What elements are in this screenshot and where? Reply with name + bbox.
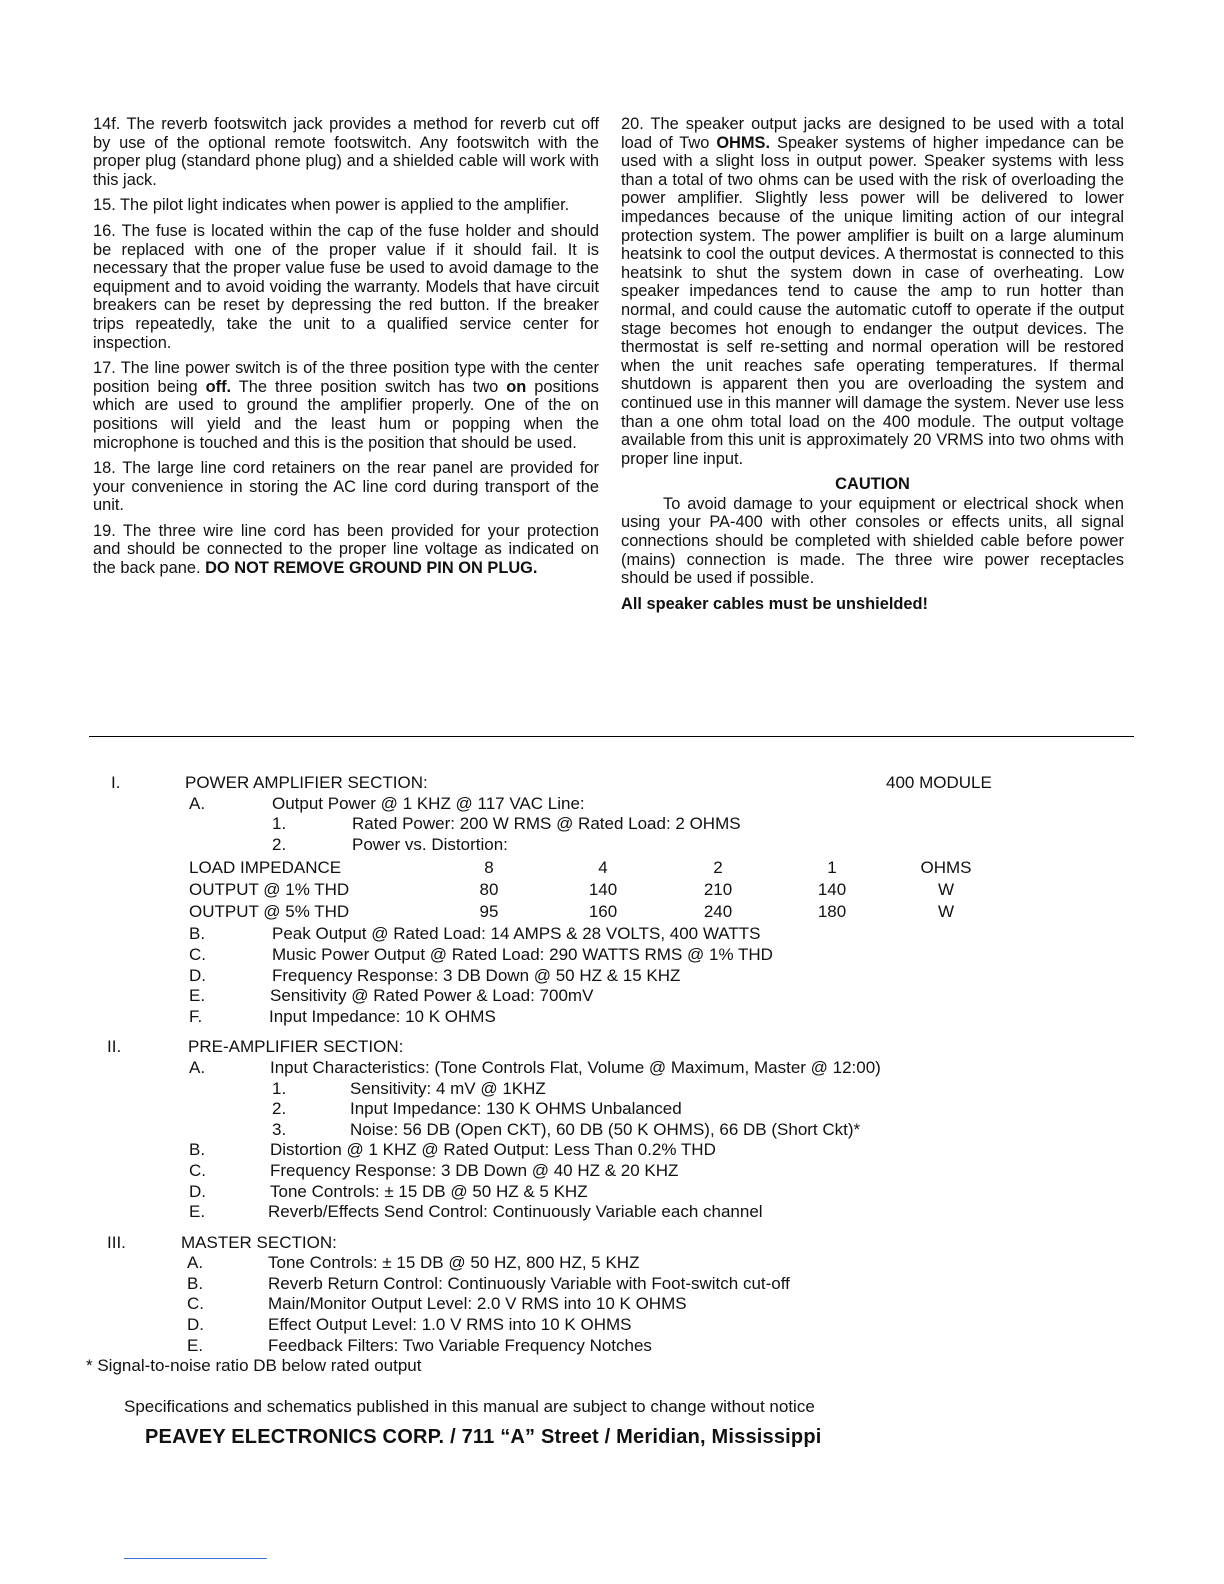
table-cell: 240 — [703, 902, 733, 922]
power-distortion-table — [0, 858, 1224, 924]
item-text: Frequency Response: 3 DB Down @ 50 HZ & 15 KHZ — [272, 965, 681, 985]
item-text: Output Power @ 1 KHZ @ 117 VAC Line: — [272, 793, 585, 813]
item-number: 2. — [272, 1099, 287, 1119]
p17-text-c: positions which are used to ground the amplifier properly. One of the on positions will yield and the least hum or popping when the microphone is touched and this is the position that should be used. — [93, 377, 599, 452]
item-text: Main/Monitor Output Level: 2.0 V RMS into 10 K OHMS — [268, 1294, 687, 1314]
item-letter: D. — [189, 1181, 206, 1201]
section-title: MASTER SECTION: — [181, 1232, 337, 1252]
item-text: Rated Power: 200 W RMS @ Rated Load: 2 OHMS — [352, 814, 741, 834]
spec-item — [0, 1253, 1224, 1274]
table-cell: 1 — [827, 858, 837, 878]
p19-warning: DO NOT REMOVE GROUND PIN ON PLUG. — [205, 559, 538, 578]
item-text: Effect Output Level: 1.0 V RMS into 10 K OHMS — [268, 1315, 632, 1335]
footnote-text: * Signal-to-noise ratio DB below rated output — [86, 1356, 422, 1376]
footnote — [0, 1356, 1224, 1377]
item-text: Tone Controls: ± 15 DB @ 50 HZ, 800 HZ, 5 KHZ — [268, 1253, 640, 1273]
speaker-cable-warning: All speaker cables must be unshielded! — [621, 594, 928, 613]
item-text: Noise: 56 DB (Open CKT), 60 DB (50 K OHMS), 66 DB (Short Ckt)* — [350, 1119, 861, 1139]
spec-item — [0, 1079, 1224, 1100]
item-letter: C. — [187, 1294, 204, 1314]
item-text: Power vs. Distortion: — [352, 834, 508, 854]
item-text: Reverb Return Control: Continuously Variable with Foot-switch cut-off — [268, 1273, 790, 1293]
table-unit: W — [937, 902, 955, 922]
item-letter: B. — [189, 924, 206, 944]
item-text: Tone Controls: ± 15 DB @ 50 HZ & 5 KHZ — [270, 1181, 588, 1201]
item-number: 3. — [272, 1119, 287, 1139]
section-title: PRE-AMPLIFIER SECTION: — [188, 1037, 404, 1057]
paragraph-17 — [93, 359, 599, 452]
item-letter: E. — [189, 1202, 206, 1222]
table-row-label: LOAD IMPEDANCE — [189, 858, 342, 878]
p17-on: on — [506, 377, 527, 396]
item-letter: E. — [187, 1335, 204, 1355]
spec-item — [0, 924, 1224, 945]
bottom-rule — [124, 1558, 267, 1559]
section-number: I. — [111, 773, 121, 792]
item-text: Feedback Filters: Two Variable Frequency Notches — [268, 1335, 652, 1355]
item-letter: B. — [189, 1140, 206, 1160]
spec-item — [0, 1202, 1224, 1223]
spec-item — [0, 1315, 1224, 1336]
item-text: Input Impedance: 130 K OHMS Unbalanced — [350, 1099, 682, 1119]
table-row — [0, 902, 1224, 924]
item-letter: B. — [187, 1273, 204, 1293]
spec-item — [0, 1058, 1224, 1079]
caution-title: CAUTION — [835, 475, 910, 494]
spec-item — [0, 1140, 1224, 1161]
p17-text-a: 17. The line power switch is of the three position type with the center position being — [93, 359, 599, 396]
spec-item — [0, 1161, 1224, 1182]
p20-ohms: OHMS. — [716, 133, 771, 152]
spec-item — [0, 1099, 1224, 1120]
right-column — [621, 115, 1124, 620]
spec-item — [0, 1120, 1224, 1141]
table-cell: 8 — [484, 858, 494, 878]
spec-section-2-header — [0, 1037, 1224, 1058]
section-number: II. — [107, 1037, 122, 1057]
caution-text: To avoid damage to your equipment or electrical shock when using your PA-400 with other consoles or effects units, all signal connections should be completed with shielded cable before power (mains) connection is made. The three wire power receptacles should be used if possible. — [621, 494, 1124, 588]
paragraph-15: 15. The pilot light indicates when power is applied to the amplifier. — [93, 196, 570, 215]
table-cell: 210 — [703, 880, 733, 900]
table-cell: 180 — [817, 902, 847, 922]
table-row-label: OUTPUT @ 1% THD — [189, 880, 350, 900]
company-address: PEAVEY ELECTRONICS CORP. / 711 “A” Street / Meridian, Mississippi — [145, 1426, 822, 1448]
paragraph-18: 18. The large line cord retainers on the rear panel are provided for your convenience in storing the AC line cord during transport of the unit. — [93, 459, 599, 515]
spec-item — [0, 1182, 1224, 1203]
table-cell: 140 — [588, 880, 618, 900]
item-text: Input Characteristics: (Tone Controls Flat, Volume @ Maximum, Master @ 12:00) — [270, 1057, 881, 1077]
table-unit: OHMS — [920, 858, 972, 878]
specifications — [0, 773, 1224, 1377]
left-column — [93, 115, 599, 585]
item-letter: A. — [187, 1253, 204, 1273]
item-letter: C. — [189, 944, 206, 964]
spec-item — [0, 966, 1224, 987]
spec-section-3-header — [0, 1233, 1224, 1254]
table-cell: 140 — [817, 880, 847, 900]
section-title: POWER AMPLIFIER SECTION: — [185, 773, 428, 792]
item-letter: A. — [189, 1057, 206, 1077]
item-letter: F. — [189, 1006, 203, 1026]
spec-item — [0, 835, 1224, 856]
spec-item — [0, 1336, 1224, 1357]
item-letter: D. — [189, 965, 206, 985]
item-text: Peak Output @ Rated Load: 14 AMPS & 28 VOLTS, 400 WATTS — [272, 924, 761, 944]
item-letter: C. — [189, 1160, 206, 1180]
item-letter: E. — [189, 986, 206, 1006]
item-text: Sensitivity @ Rated Power & Load: 700mV — [270, 986, 594, 1006]
table-row — [0, 858, 1224, 880]
item-text: Sensitivity: 4 mV @ 1KHZ — [350, 1078, 546, 1098]
item-text: Distortion @ 1 KHZ @ Rated Output: Less Than 0.2% THD — [270, 1140, 716, 1160]
paragraph-19 — [93, 522, 599, 578]
item-text: Input Impedance: 10 K OHMS — [269, 1006, 496, 1026]
p20-text-a: 20. The speaker output jacks are designed to be used with a total load of Two — [621, 115, 1124, 152]
item-number: 1. — [272, 1078, 287, 1098]
spec-item — [0, 1007, 1224, 1028]
spec-item — [0, 945, 1224, 966]
table-cell: 95 — [479, 902, 499, 922]
table-cell: 80 — [479, 880, 499, 900]
paragraph-16: 16. The fuse is located within the cap of the fuse holder and should be replaced with one of the proper value if it should fail. It is necessary that the proper value fuse be used to avoid damage to the equipment and to avoid voiding the warranty. Models that have circuit breakers can be reset by depressing the red button. If the breaker trips repeatedly, take the unit to a qualified service center for inspection. — [93, 221, 599, 352]
p17-text-b: The three position switch has two — [231, 377, 507, 396]
section-number: III. — [107, 1232, 126, 1252]
table-row-label: OUTPUT @ 5% THD — [189, 902, 350, 922]
spec-item — [0, 794, 1224, 815]
spec-item — [0, 986, 1224, 1007]
item-number: 2. — [272, 834, 287, 854]
table-row — [0, 880, 1224, 902]
module-label: 400 MODULE — [886, 773, 992, 792]
spec-item — [0, 1294, 1224, 1315]
table-cell: 160 — [588, 902, 618, 922]
table-cell: 4 — [598, 858, 608, 878]
p19-text: 19. The three wire line cord has been provided for your protection and should be connected to the proper line voltage as indicated on the back pane. — [93, 521, 599, 578]
spec-item — [0, 1274, 1224, 1295]
table-cell: 2 — [713, 858, 723, 878]
change-notice: Specifications and schematics published in this manual are subject to change without notice — [124, 1397, 815, 1416]
paragraph-14f: 14f. The reverb footswitch jack provides a method for reverb cut off by use of the optional remote footswitch. Any footswitch with the proper plug (standard phone plug) and a shielded cable will work with this jack. — [93, 115, 599, 189]
item-letter: A. — [189, 793, 206, 813]
p17-off: off. — [205, 377, 232, 396]
item-letter: D. — [187, 1315, 204, 1335]
item-text: Frequency Response: 3 DB Down @ 40 HZ & 20 KHZ — [270, 1160, 679, 1180]
item-text: Reverb/Effects Send Control: Continuously Variable each channel — [268, 1202, 763, 1222]
paragraph-20 — [621, 115, 1124, 468]
spec-section-1-header — [0, 773, 1224, 794]
item-text: Music Power Output @ Rated Load: 290 WATTS RMS @ 1% THD — [272, 944, 773, 964]
section-divider — [89, 736, 1134, 737]
item-number: 1. — [272, 814, 287, 834]
p20-text-b: Speaker systems of higher impedance can be used with a slight loss in output power. Speaker systems with less than a total of two ohms can be used with the risk of overloading the power amplifier. Slightly less power will be delivered to lower impedances because of the unique limiting action of our integral protection system. The power amplifier is built on a large aluminum heatsink to cool the output devices. A thermostat is connected to this heatsink to shut the system down in case of overheating. Low speaker impedances tend to cause the amp to run hotter than normal, and could cause the automatic cutoff to operate if the output stage becomes hot enough to endanger the output devices. The thermostat is self re-setting and normal operation will be restored when the unit reaches safe operating temperatures. If thermal shutdown is apparent then you are overloading the system and continued use in this manner will damage the system. Never use less than a one ohm total load on the 400 module. The output voltage available from this unit is approximately 20 VRMS into two ohms with proper line input. — [621, 133, 1124, 468]
table-unit: W — [937, 880, 955, 900]
spec-item — [0, 814, 1224, 835]
